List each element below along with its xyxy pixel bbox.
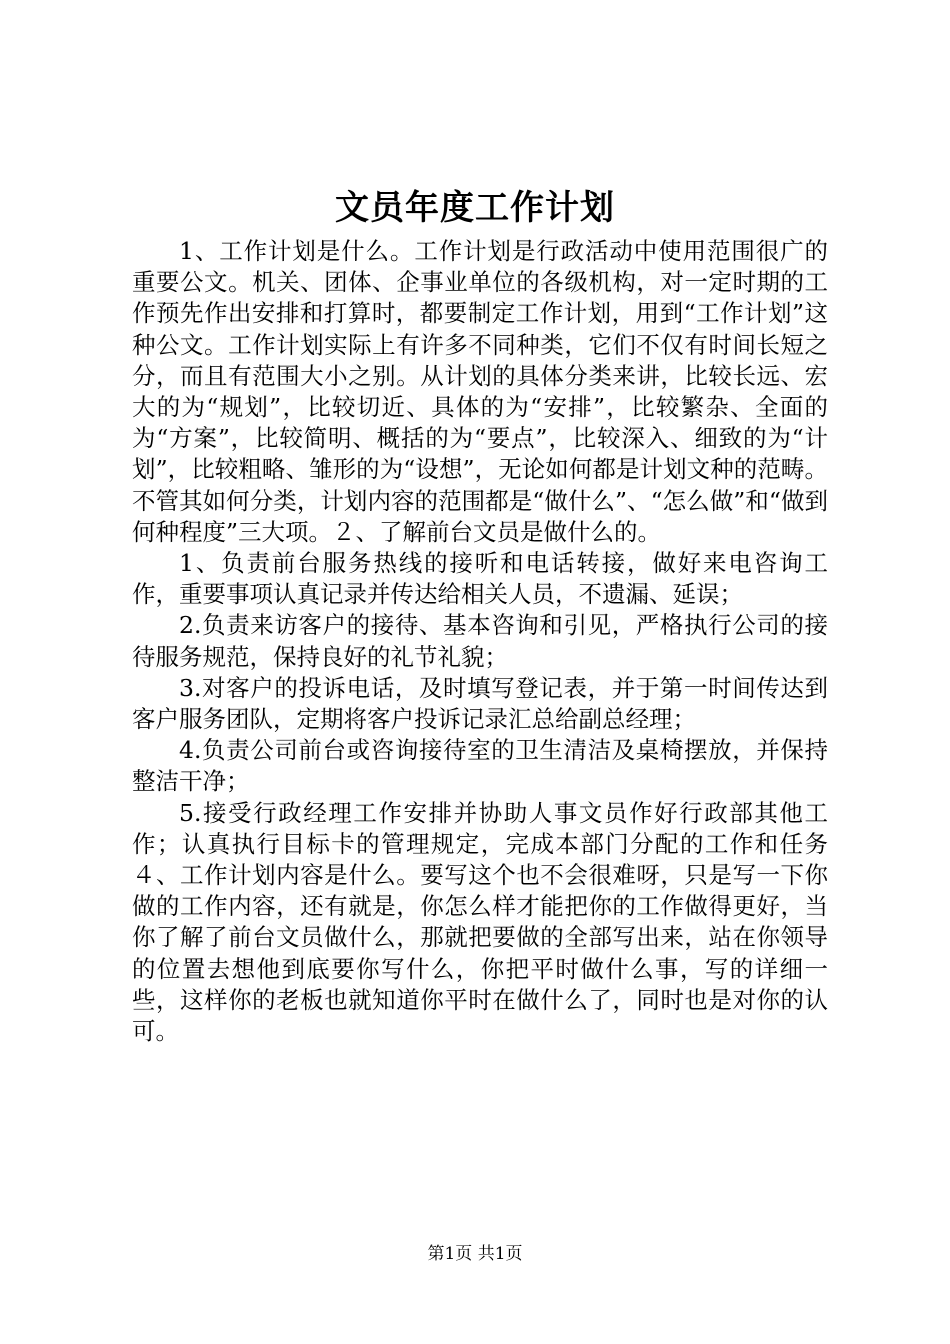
page-footer: 第1页 共1页 <box>427 1244 523 1264</box>
document-body <box>132 236 828 1047</box>
paragraph-1: 1、工作计划是什么。工作计划是行政活动中使用范围很广的重要公文。机关、团体、企事业单位的各级机构，对一定时期的工作预先作出安排和打算时，都要制定工作计划，用到“工作计划”这种公文。工作计划实际上有许多不同种类，它们不仅有时间长短之分，而且有范围大小之别。从计划的具体分类来讲，比较长远、宏大的为“规划”，比较切近、具体的为“安排”，比较繁杂、全面的为“方案”，比较简明、概括的为“要点”，比较深入、细致的为“计划”，比较粗略、雏形的为“设想”，无论如何都是计划文种的范畴。不管其如何分类，计划内容的范围都是“做什么”、“怎么做”和“做到何种程度”三大项。２、了解前台文员是做什么的。 <box>132 237 828 546</box>
document-title: 文员年度工作计划 <box>335 188 615 228</box>
paragraph-6: 5.接受行政经理工作安排并协助人事文员作好行政部其他工作；认真执行目标卡的管理规定，完成本部门分配的工作和任务４、工作计划内容是什么。要写这个也不会很难呀，只是写一下你做的工作内容，还有就是，你怎么样才能把你的工作做得更好，当你了解了前台文员做什么，那就把要做的全部写出来，站在你领导的位置去想他到底要你写什么，你把平时做什么事，写的详细一些，这样你的老板也就知道你平时在做什么了，同时也是对你的认可。 <box>132 798 828 1046</box>
paragraph-3: 2.负责来访客户的接待、基本咨询和引见，严格执行公司的接待服务规范，保持良好的礼节礼貌； <box>132 611 828 671</box>
paragraph-4: 3.对客户的投诉电话，及时填写登记表，并于第一时间传达到客户服务团队，定期将客户投诉记录汇总给副总经理； <box>132 673 828 734</box>
paragraph-2: 1、负责前台服务热线的接听和电话转接，做好来电咨询工作，重要事项认真记录并传达给相关人员，不遗漏、延误； <box>132 549 828 609</box>
paragraph-5: 4.负责公司前台或咨询接待室的卫生清洁及桌椅摆放，并保持整洁干净； <box>132 736 828 796</box>
